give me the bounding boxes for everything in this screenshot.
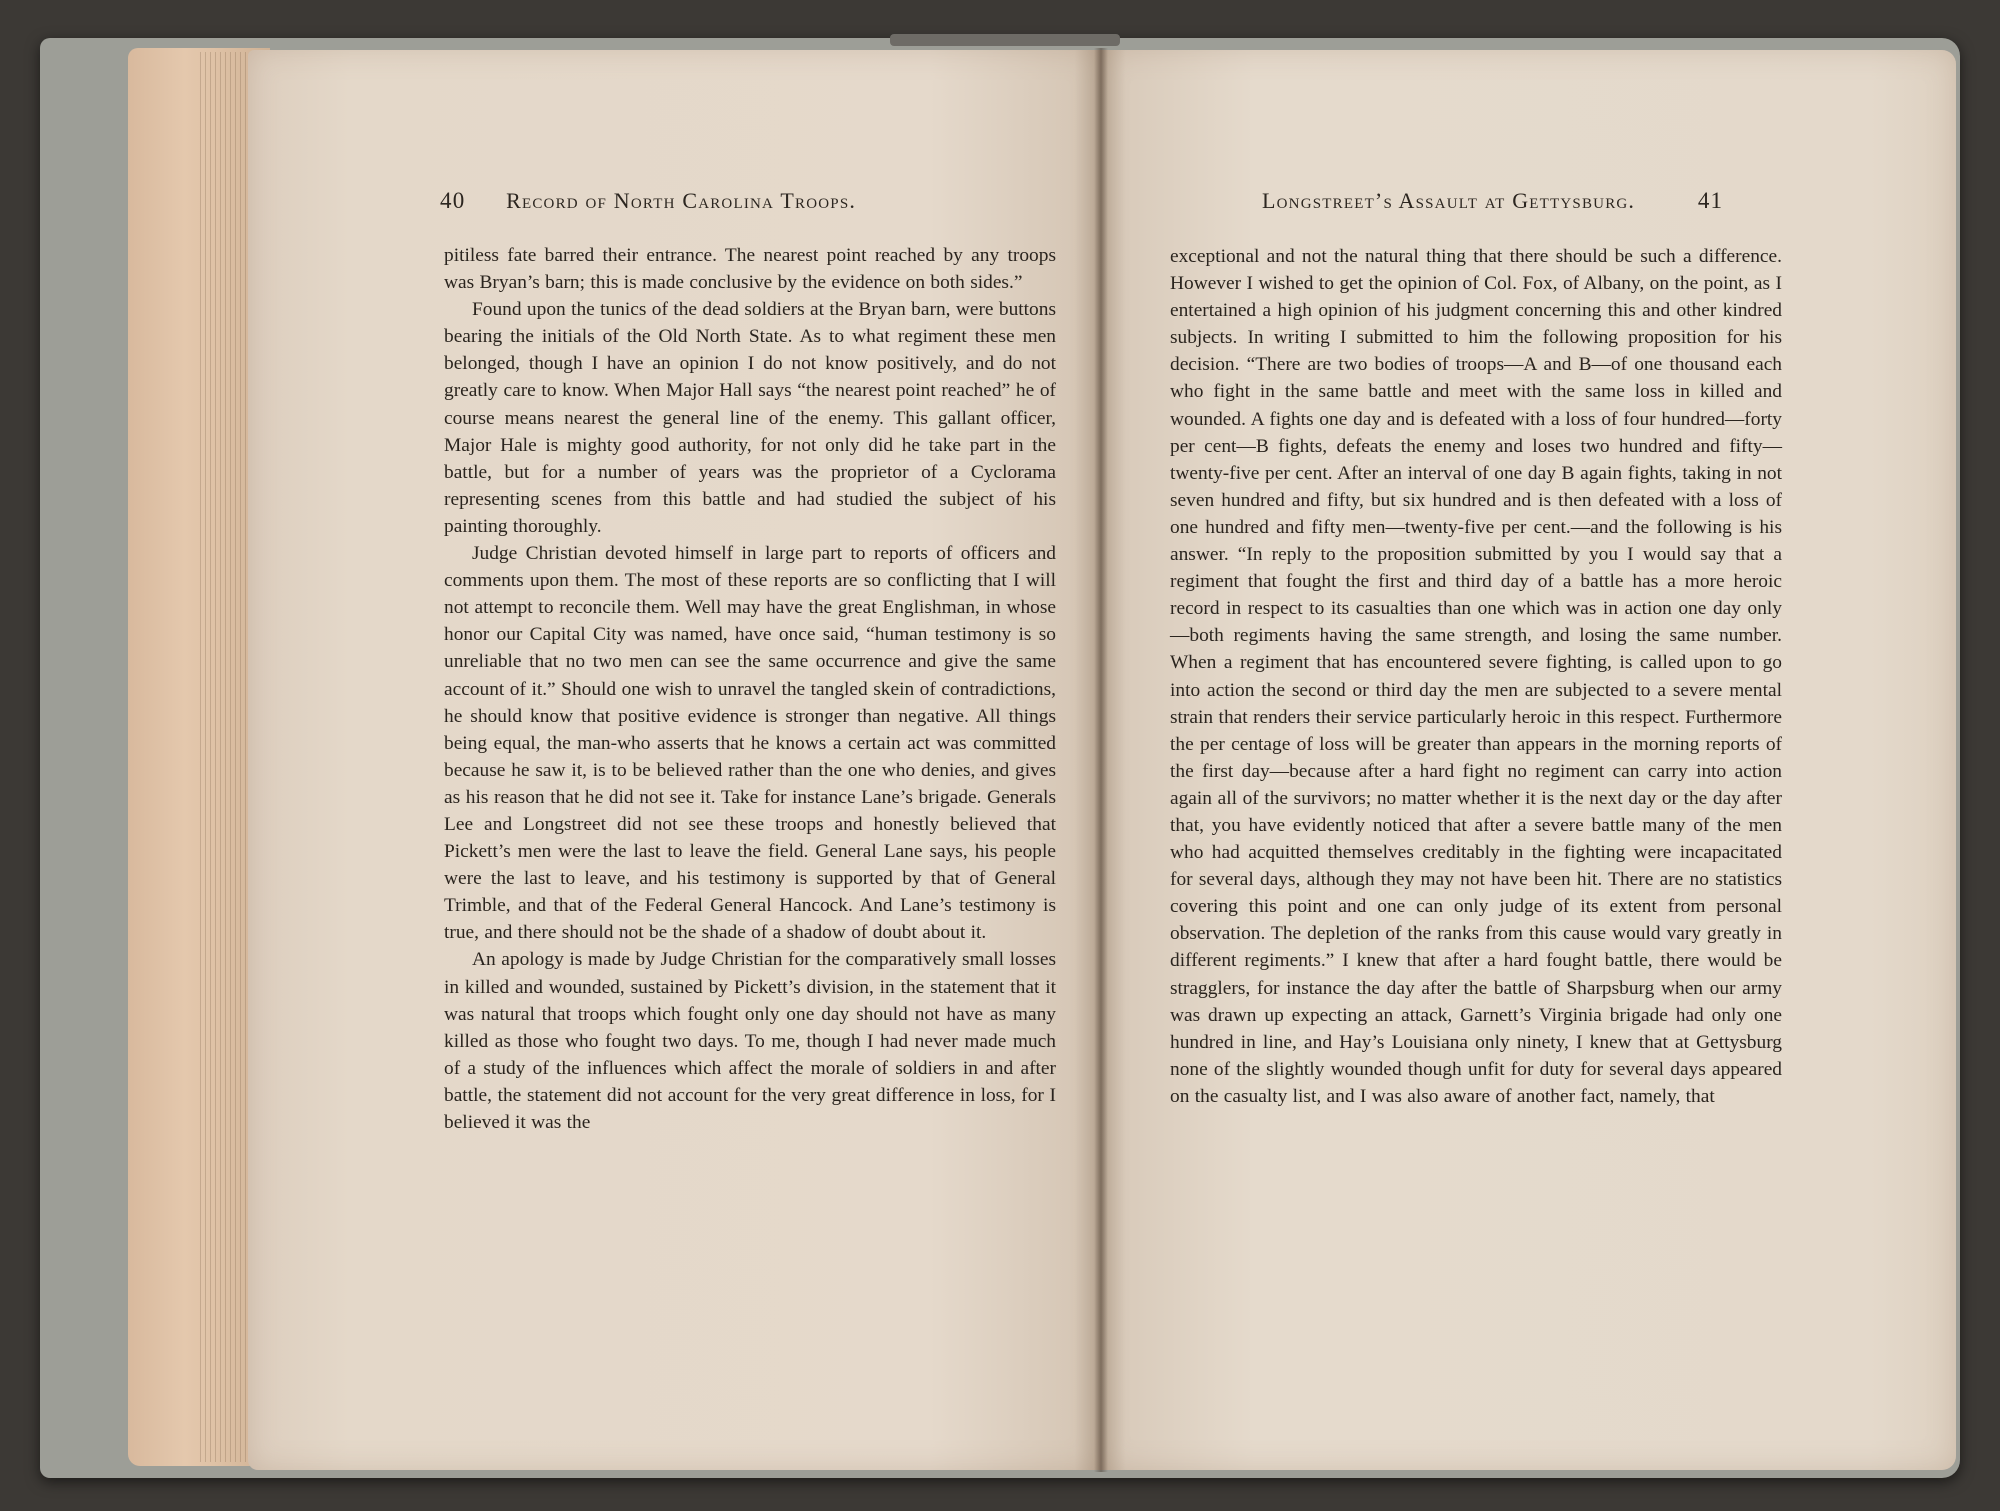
paragraph: exceptional and not the natural thing that there should be such a difference. However I wished to get the opinion of Col. Fox, of Albany, on the point, as I entertained a high opinion of his judgment concerning this and other kindred subjects. In writing I submitted to him the following proposition for his decision. “There are two bodies of troops—A and B—of one thousand each who fight in the same battle and meet with the same loss in killed and wounded. A fights one day and is defeated with a loss of four hundred—forty per cent—B fights, defeats the enemy and loses two hundred and fifty—twenty-five per cent. After an interval of one day B again fights, taking in not seven hundred and fifty, but six hundred and is then defeated with a loss of one hundred and fifty men—twenty-five per cent.—and the following is his answer. “In reply to the proposition submitted by you I would say that a regiment that fought the first and third day of a battle has a more heroic record in respect to its casualties than one which was in action one day only—both regiments having the same strength, and losing the same number. When a regiment that has encountered severe fighting, is called upon to go into action the second or third day the men are subjected to a severe mental strain that renders their service particularly heroic in this respect. Furthermore the per centage of loss will be greater than appears in the morning reports of the first day—because after a hard fight no regiment can carry into action again all of the survivors; no matter whether it is the next day or the day after that, you have evidently noticed that after a severe battle many of the men who had acquitted themselves creditably in the fighting were incapacitated for several days, although they may not have been hit. There are no statistics covering this point and one can only judge of its extent from personal observation. The depletion of the ranks from this cause would vary greatly in different regiments.” I knew that after a hard fought battle, there would be stragglers, for instance the day after the battle of Sharpsburg when our army was drawn up expecting an attack, Garnett’s Virginia brigade had only one hundred in line, and Hay’s Louisiana only ninety, I knew that at Gettysburg none of the slightly wounded though unfit for duty for several days appeared on the casualty list, and I was also aware of another fact, namely, that bbox=[1170, 246, 1782, 1107]
book-gutter bbox=[1094, 48, 1108, 1472]
left-running-head bbox=[440, 188, 856, 214]
paragraph: An apology is made by Judge Christian for the comparatively small losses in killed and wounded, sustained by Pickett’s division, in the statement that it was natural that troops which fought only one day should not have as many killed as those who fought two days. To me, though I had never made much of a study of the influences which affect the morale of soldiers in and after battle, the statement did not account for the very great difference in loss, for I believed it was the bbox=[444, 949, 1056, 1133]
right-page-number: 41 bbox=[1697, 188, 1724, 213]
left-page-number: 40 bbox=[440, 188, 466, 213]
right-running-title: Longstreet’s Assault at Gettysburg. bbox=[1262, 188, 1636, 213]
left-page-text bbox=[444, 242, 1056, 1136]
spine-top bbox=[890, 34, 1120, 46]
right-page-text bbox=[1170, 243, 1782, 1110]
paragraph: Judge Christian devoted himself in large part to reports of officers and comments upon them. The most of these reports are so conflicting that I will not attempt to reconcile them. Well may have the great Englishman, in whose honor our Capital City was named, have once said, “human testimony is so unreliable that no two men can see the same occurrence and give the same account of it.” Should one wish to unravel the tangled skein of contradictions, he should know that positive evidence is stronger than negative. All things being equal, the man-who asserts that he knows a certain act was committed because he saw it, is to be believed rather than the one who denies, and gives as his reason that he did not see it. Take for instance Lane’s brigade. Generals Lee and Longstreet did not see these troops and honestly believed that Pickett’s men were the last to leave the field. General Lane says, his people were the last to leave, and his testimony is supported by that of General Trimble, and that of the Federal General Hancock. And Lane’s testimony is true, and there should not be the shade of a shadow of doubt about it. bbox=[444, 543, 1056, 944]
left-running-title: Record of North Carolina Troops. bbox=[506, 188, 857, 213]
paragraph: pitiless fate barred their entrance. The nearest point reached by any troops was Bryan’s barn; this is made conclusive by the evidence on both sides.” bbox=[444, 245, 1056, 294]
paragraph: Found upon the tunics of the dead soldiers at the Bryan barn, were buttons bearing the initials of the Old North State. As to what regiment these men belonged, though I have an opinion I do not know positively, and do not greatly care to know. When Major Hall says “the nearest point reached” he of course means nearest the general line of the enemy. This gallant officer, Major Hale is mighty good authority, for not only did he take part in the battle, but for a number of years was the proprietor of a Cyclorama representing scenes from this battle and had studied the subject of his painting thoroughly. bbox=[444, 299, 1056, 537]
right-running-head bbox=[1262, 188, 1723, 214]
